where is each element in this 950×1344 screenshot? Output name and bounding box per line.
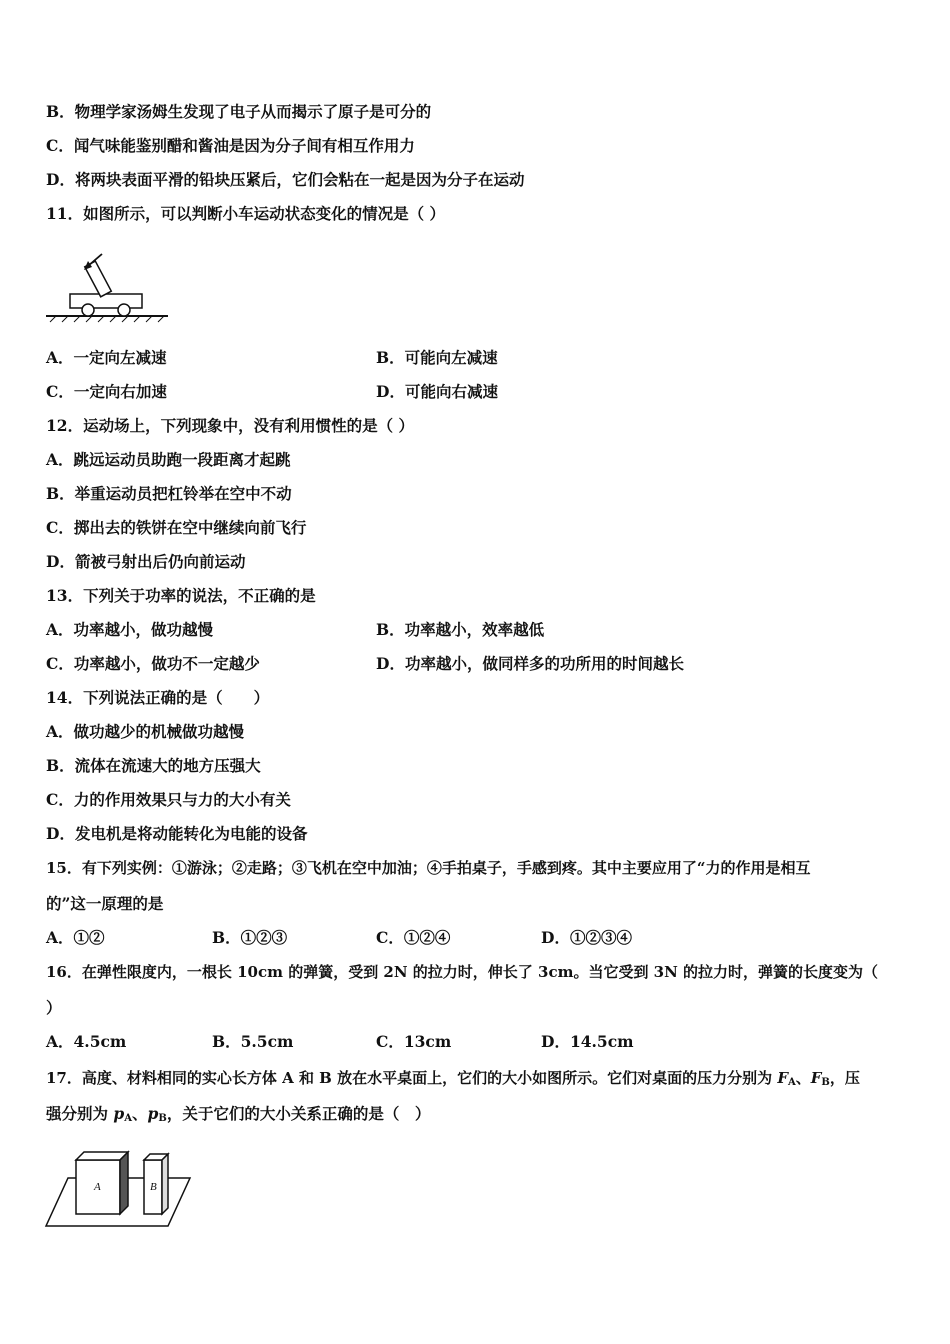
q14-option-a: A．做功越少的机械做功越慢 <box>46 722 245 741</box>
q10-option-d: D．将两块表面平滑的铅块压紧后，它们会粘在一起是因为分子在运动 <box>46 170 525 189</box>
q14-option-d: D．发电机是将动能转化为电能的设备 <box>46 824 308 843</box>
q15-option-c: C．①②④ <box>376 928 451 947</box>
q17-stem-text: ，关于它们的大小关系正确的是（ ） <box>166 1104 431 1123</box>
q15-stem-line1: 15．有下列实例：①游泳；②走路；③飞机在空中加油；④手拍桌子，手感到疼。其中主要应用了“力的作用是相互 <box>46 859 811 877</box>
q11-option-c: C．一定向右加速 <box>46 382 167 401</box>
q17-blocks-figure <box>44 1150 194 1230</box>
q11-cart-figure <box>44 250 174 326</box>
q17-stem-line1 <box>46 1068 860 1093</box>
pressure-symbol: p <box>147 1104 159 1123</box>
q10-option-c: C．闻气味能鉴别醋和酱油是因为分子间有相互作用力 <box>46 136 415 155</box>
q13-option-b: B．功率越小，效率越低 <box>376 620 545 639</box>
q14-option-b: B．流体在流速大的地方压强大 <box>46 756 261 775</box>
subscript-b: B <box>821 1077 830 1088</box>
q14-option-c: C．力的作用效果只与力的大小有关 <box>46 790 291 809</box>
cart-wheel-left <box>82 304 94 316</box>
q16-stem-line1: 16．在弹性限度内，一根长 10cm 的弹簧，受到 2N 的拉力时，伸长了 3cm。当它受到 3N 的拉力时，弹簧的长度变为（ <box>46 963 879 981</box>
q15-option-d: D．①②③④ <box>541 928 632 947</box>
force-symbol: F <box>777 1069 788 1087</box>
q12-option-d: D．箭被弓射出后仍向前运动 <box>46 552 246 571</box>
q12-option-a: A．跳远运动员助跑一段距离才起跳 <box>46 450 291 469</box>
q17-stem-text: 17．高度、材料相同的实心长方体 A 和 B 放在水平桌面上，它们的大小如图所示。它们对桌面的压力分别为 <box>46 1069 778 1087</box>
q15-option-b: B．①②③ <box>212 928 288 947</box>
q16-option-d: D．14.5cm <box>541 1032 634 1051</box>
subscript-b: B <box>158 1113 167 1124</box>
block-a-label: A <box>94 1181 101 1193</box>
q12-option-b: B．举重运动员把杠铃举在空中不动 <box>46 484 292 503</box>
q16-stem-line2: ） <box>46 998 62 1017</box>
q13-option-d: D．功率越小，做同样多的功所用的时间越长 <box>376 654 684 673</box>
q16-option-b: B．5.5cm <box>212 1032 294 1051</box>
q13-option-c: C．功率越小，做功不一定越少 <box>46 654 260 673</box>
q10-option-b: B．物理学家汤姆生发现了电子从而揭示了原子是可分的 <box>46 102 432 121</box>
block-a <box>76 1152 128 1214</box>
q16-option-a: A．4.5cm <box>46 1032 127 1051</box>
subscript-a: A <box>787 1077 796 1088</box>
q13-stem: 13．下列关于功率的说法，不正确的是 <box>46 586 316 605</box>
ground-line <box>46 316 168 322</box>
cart-body <box>70 294 142 308</box>
q12-option-c: C．掷出去的铁饼在空中继续向前飞行 <box>46 518 307 537</box>
separator: 、 <box>132 1104 148 1123</box>
q11-option-d: D．可能向右减速 <box>376 382 498 401</box>
force-symbol: F <box>810 1069 822 1087</box>
subscript-a: A <box>124 1113 133 1124</box>
pressure-symbol: p <box>113 1104 125 1123</box>
q17-stem-text: 强分别为 <box>46 1104 114 1123</box>
separator: 、 <box>795 1069 811 1087</box>
q17-stem-line2 <box>46 1104 430 1129</box>
cart-wheel-right <box>118 304 130 316</box>
q11-option-a: A．一定向左减速 <box>46 348 167 367</box>
q15-option-a: A．①② <box>46 928 105 947</box>
block-b-label: B <box>150 1181 157 1193</box>
q11-option-b: B．可能向左减速 <box>376 348 498 367</box>
q11-stem: 11．如图所示，可以判断小车运动状态变化的情况是（ ） <box>46 204 445 223</box>
q16-option-c: C．13cm <box>376 1032 452 1051</box>
q17-stem-text: ，压 <box>829 1069 860 1087</box>
q14-stem: 14．下列说法正确的是（ ） <box>46 688 270 707</box>
q13-option-a: A．功率越小，做功越慢 <box>46 620 214 639</box>
q12-stem: 12．运动场上，下列现象中，没有利用惯性的是（ ） <box>46 416 414 435</box>
q15-stem-line2: 的”这一原理的是 <box>46 894 164 913</box>
